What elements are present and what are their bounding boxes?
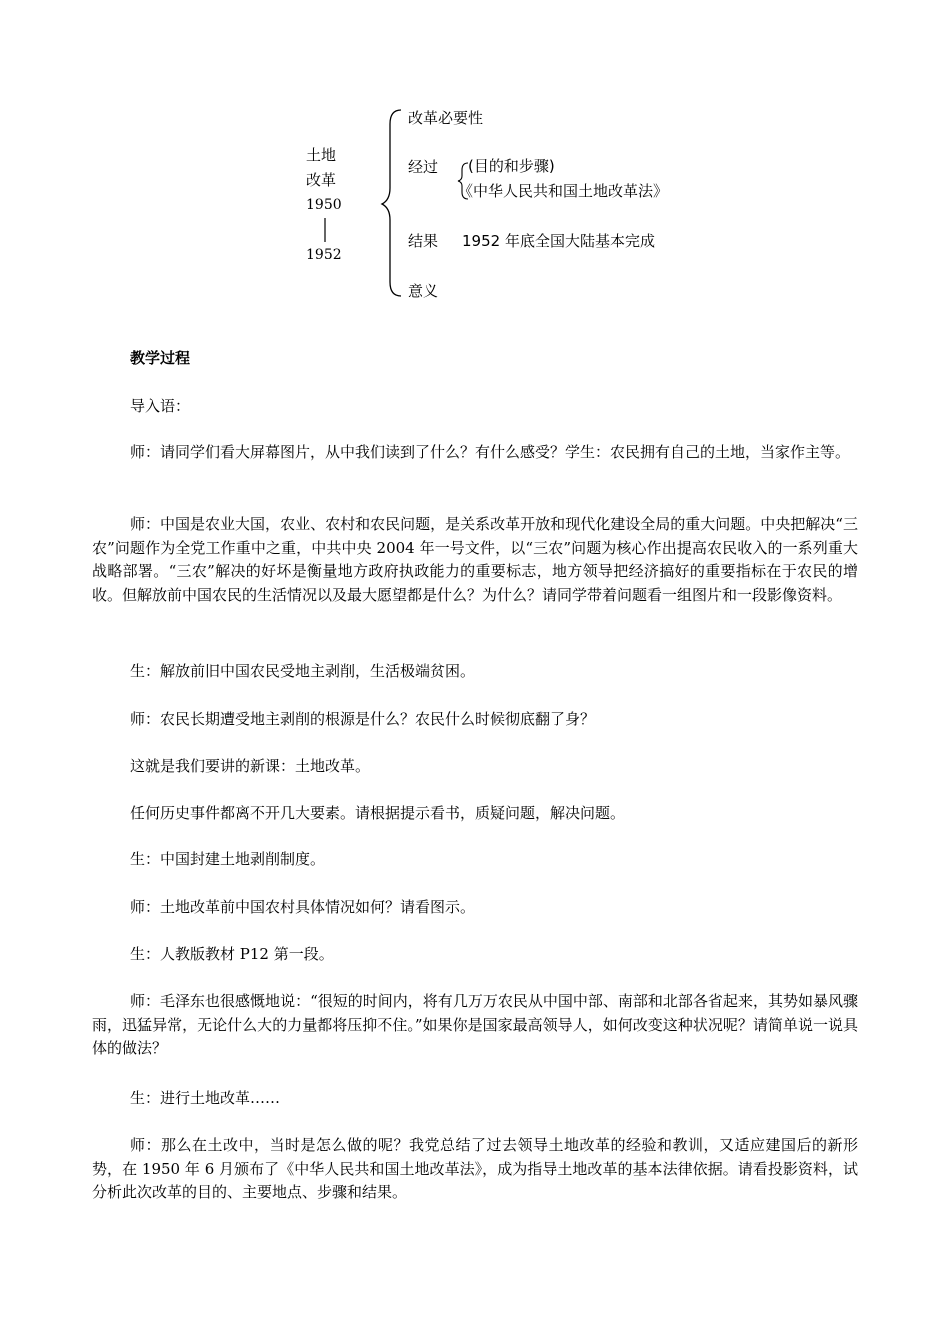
process-sub-law: 《中华人民共和国土地改革法》 bbox=[458, 182, 669, 200]
paragraph: 师：请同学们看大屏幕图片，从中我们读到了什么？有什么感受？学生：农民拥有自己的土地，当家作主等。 bbox=[130, 443, 851, 461]
paragraph: 师：那么在土改中，当时是怎么做的呢？我党总结了过去领导土地改革的经验和教训，又适应建国后的新形势，在 1950 年 6 月颁布了《中华人民共和国土地改革法》，成为指导土地改革的基本法律依据。请看投影资料，试分析此次改革的目的、主要地点、步骤和结果。 bbox=[92, 1136, 858, 1202]
paragraph: 生：进行土地改革…… bbox=[130, 1089, 281, 1107]
branch-process: 经过 bbox=[408, 158, 439, 176]
branch-result: 结果 bbox=[408, 232, 439, 250]
section-heading: 教学过程 bbox=[130, 349, 191, 367]
result-text: 1952 年底全国大陆基本完成 bbox=[462, 232, 655, 250]
paragraph: 生：人教版教材 P12 第一段。 bbox=[130, 945, 334, 963]
land-reform-diagram bbox=[300, 100, 720, 310]
paragraph: 任何历史事件都离不开几大要素。请根据提示看书，质疑问题，解决问题。 bbox=[130, 804, 626, 822]
process-sub-purpose: (目的和步骤) bbox=[468, 157, 555, 175]
paragraph: 师：农民长期遭受地主剥削的根源是什么？农民什么时候彻底翻了身？ bbox=[130, 710, 596, 728]
diagram-year-end: 1952 bbox=[306, 247, 342, 263]
paragraph: 师：中国是农业大国，农业、农村和农民问题，是关系改革开放和现代化建设全局的重大问题。中央把解决“三农”问题作为全党工作重中之重，中共中央 2004 年一号文件，以“三农”问题为核心作出提高农民收入的一系列重大战略部署。“三农”解决的好坏是衡量地方政府执政能力的重要标志，地方领导把经济搞好的重要指标在于农民的增收。但解放前中国农民的生活情况以及最大愿望都是什么？为什么？请同学带着问题看一组图片和一段影像资料。 bbox=[92, 515, 858, 605]
paragraph: 生：解放前旧中国农民受地主剥削，生活极端贫困。 bbox=[130, 662, 476, 680]
branch-significance: 意义 bbox=[408, 282, 439, 300]
main-brace bbox=[382, 110, 401, 296]
paragraph: 生：中国封建土地剥削制度。 bbox=[130, 850, 326, 868]
paragraph: 师：毛泽东也很感慨地说：“很短的时间内，将有几万万农民从中国中部、南部和北部各省起来，其势如暴风骤雨，迅猛异常，无论什么大的力量都将压抑不住。”如果你是国家最高领导人，如何改变这种状况呢？请简单说一说具体的做法？ bbox=[92, 992, 858, 1058]
paragraph: 这就是我们要讲的新课：土地改革。 bbox=[130, 757, 371, 775]
branch-necessity: 改革必要性 bbox=[408, 109, 484, 127]
diagram-year-start: 1950 bbox=[306, 197, 342, 213]
paragraph: 导入语： bbox=[130, 397, 191, 415]
diagram-topic-line2: 改革 bbox=[306, 171, 337, 189]
paragraph: 师：土地改革前中国农村具体情况如何？请看图示。 bbox=[130, 898, 476, 916]
diagram-topic-line1: 土地 bbox=[306, 146, 337, 164]
diagram-lines bbox=[300, 100, 720, 310]
